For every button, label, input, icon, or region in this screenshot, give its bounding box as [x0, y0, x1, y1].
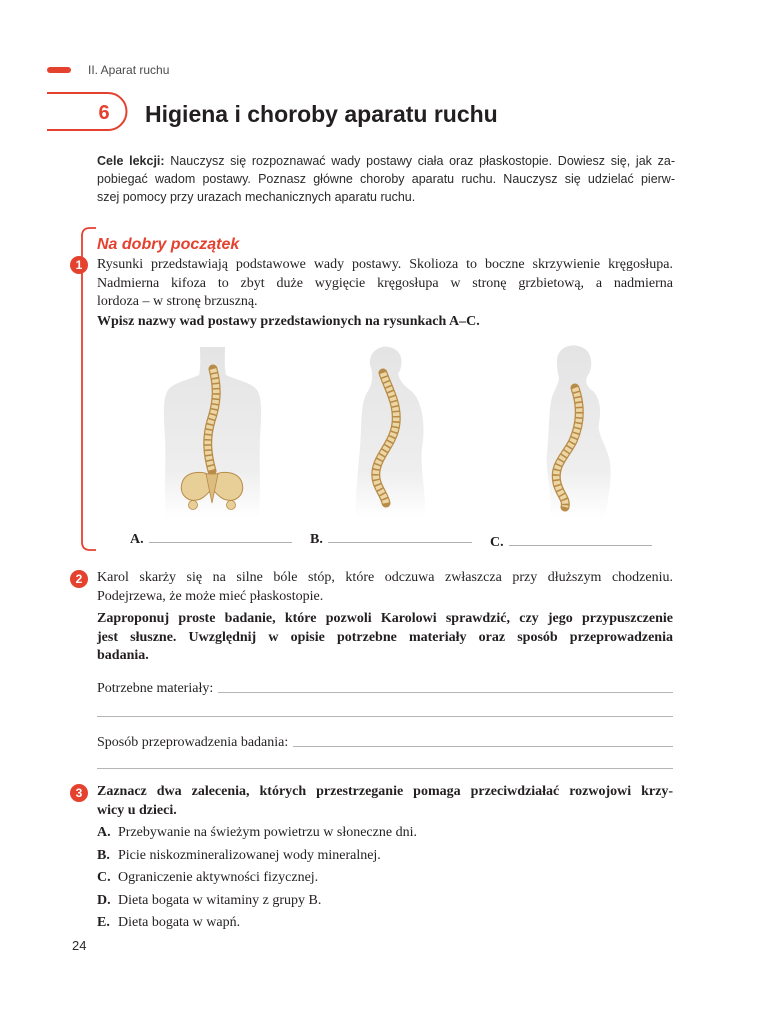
answer-blank [509, 545, 652, 546]
option-letter: B. [97, 847, 110, 863]
answer-blank [293, 746, 673, 747]
answer-blank [218, 692, 673, 693]
option-item [97, 890, 673, 913]
goals-line [97, 152, 675, 170]
answer-label: A. [130, 532, 144, 547]
option-item [97, 867, 673, 890]
option-text: Ograniczenie aktywności fizycznej. [118, 870, 319, 885]
option-letter: D. [97, 892, 111, 908]
text-line: Nadmierna kifoza to zbyt duże wygięcie kręgosłupa w stronę grzbietową, a nadmierna [97, 275, 673, 291]
section-heading: Na dobry początek [97, 236, 240, 253]
task1-instruction: Wpisz nazwy wad postawy przedstawionych na rysunkach A–C. [97, 314, 480, 329]
page-title: Higiena i choroby aparatu ruchu [145, 101, 498, 127]
materials-field [97, 677, 673, 697]
option-letter: C. [97, 870, 111, 885]
answer-line-b [310, 528, 472, 548]
goals-label: Cele lekcji: [97, 154, 165, 168]
text-line: badania. [97, 648, 149, 663]
procedure-field [97, 731, 673, 751]
chapter-tab-marker [47, 67, 71, 73]
task-number-badge: 2 [70, 570, 88, 588]
answer-label: C. [490, 535, 504, 550]
procedure-label: Sposób przeprowadzenia badania: [97, 735, 289, 750]
option-letter: A. [97, 825, 111, 840]
task-number-badge: 1 [70, 256, 88, 274]
page-number: 24 [72, 938, 87, 953]
spine-figure-c [535, 343, 620, 518]
answer-line-a [130, 528, 292, 548]
task1-text [97, 256, 673, 312]
option-text: Dieta bogata w witaminy z grupy B. [118, 892, 322, 908]
text-line: lordoza – w stronę brzuszną. [97, 294, 258, 309]
task-number-badge: 3 [70, 784, 88, 802]
text-line: Rysunki przedstawiają podstawowe wady postawy. Skolioza to boczne skrzywienie kręgosłupa. [97, 257, 673, 272]
task3-instruction [97, 783, 673, 820]
chapter-label: II. Aparat ruchu [88, 63, 170, 77]
materials-label: Potrzebne materiały: [97, 681, 214, 696]
task2-text [97, 569, 673, 606]
goals-line: szej pomocy przy urazach mechanicznych aparatu ruchu. [97, 190, 416, 204]
goals-text: Nauczysz się rozpoznawać wady postawy ciała oraz płaskostopie. Dowiesz się, jak za- [170, 154, 675, 168]
answer-options [97, 822, 673, 935]
text-line: Podejrzewa, że może mieć płaskostopie. [97, 588, 324, 604]
spine-figure-b [330, 343, 450, 518]
goals-line: pobiegać wadom postawy. Poznasz główne choroby aparatu ruchu. Nauczysz się udzielać pierw- [97, 172, 675, 186]
lesson-goals [97, 152, 675, 206]
text-line: Zaproponuj proste badanie, które pozwoli Karolowi sprawdzić, czy jego przypuszczenie [97, 611, 673, 626]
option-text: Picie niskozmineralizowanej wody mineralnej. [118, 847, 381, 863]
text-line: wicy u dzieci. [97, 802, 177, 818]
lesson-number: 6 [98, 102, 110, 124]
answer-blank [97, 716, 673, 717]
option-item [97, 822, 673, 845]
option-text: Dieta bogata w wapń. [118, 915, 241, 930]
text-line: jest słuszne. Uwzględnij w opisie potrzebne materiały oraz sposób przeprowadzenia [97, 629, 673, 645]
option-item [97, 912, 673, 935]
task2-instruction [97, 610, 673, 666]
text-line: Karol skarży się na silne bóle stóp, które odczuwa zwłaszcza przy dłuższym chodzeniu. [97, 570, 673, 585]
option-text: Przebywanie na świeżym powietrzu w słoneczne dni. [118, 825, 417, 840]
text-line: Zaznacz dwa zalecenia, których przestrzeganie pomaga przeciwdziałać rozwojowi krzy- [97, 784, 673, 799]
answer-blank [328, 542, 472, 543]
spine-figure-a [155, 343, 270, 518]
answer-label: B. [310, 532, 323, 547]
option-letter: E. [97, 915, 110, 930]
answer-blank [97, 768, 673, 769]
lesson-number-bracket [40, 88, 140, 136]
option-item [97, 845, 673, 868]
answer-blank [149, 542, 292, 543]
answer-line-c [490, 531, 652, 551]
